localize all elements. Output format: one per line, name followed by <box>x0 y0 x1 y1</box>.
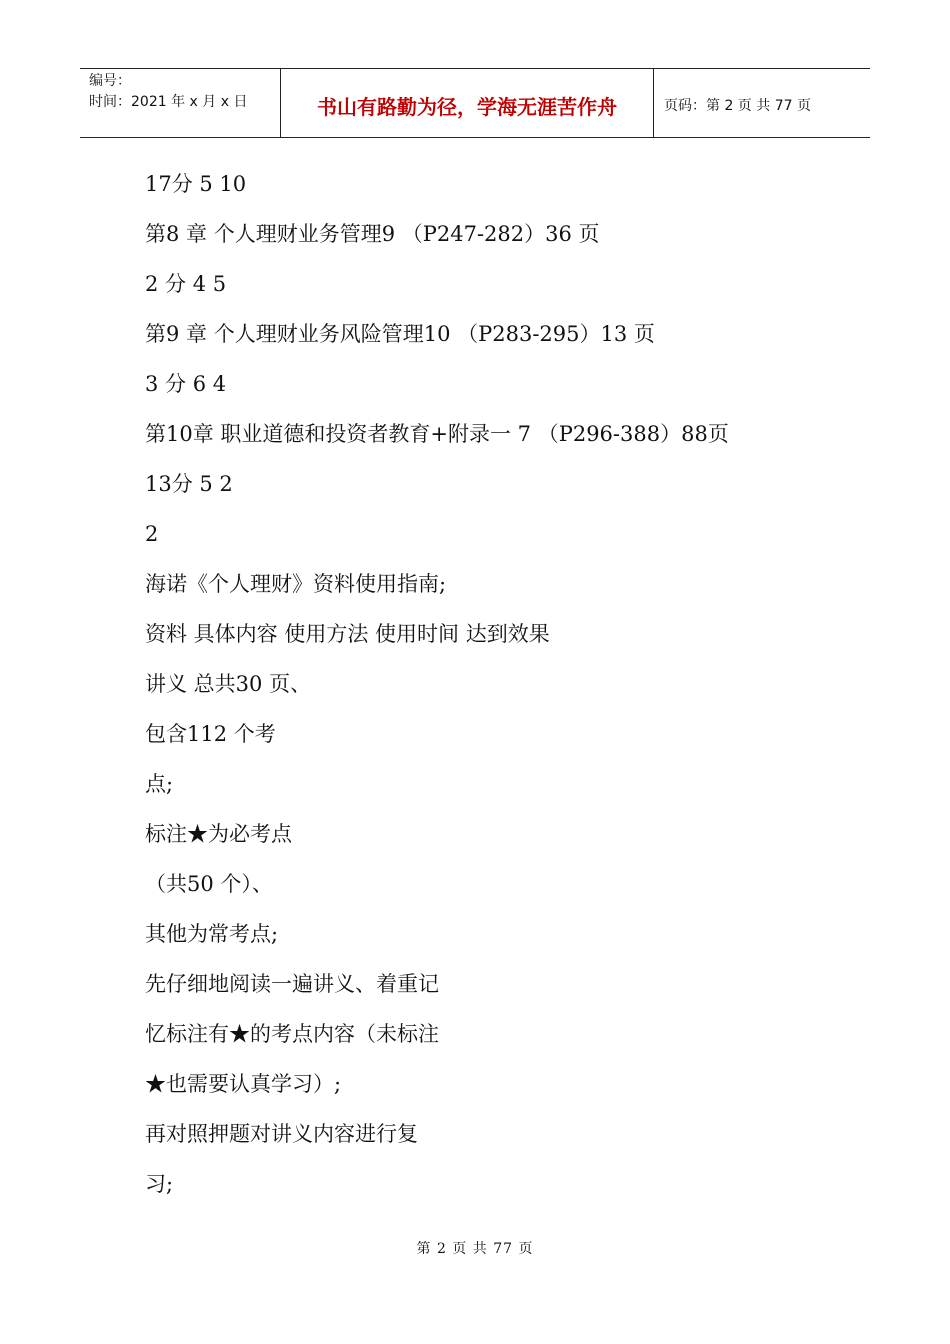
text-line: 2 <box>145 522 159 546</box>
text-line: 资料 具体内容 使用方法 使用时间 达到效果 <box>145 622 550 646</box>
text-line: 点; <box>145 772 174 796</box>
header-page-info: 页码：第 2 页 共 77 页 <box>664 98 811 114</box>
text-line: （共50 个）、 <box>145 872 273 896</box>
text-line: 17分 5 10 <box>145 172 247 196</box>
text-line: 讲义 总共30 页、 <box>145 672 312 696</box>
text-line: 第8 章 个人理财业务管理9 （P247-282）36 页 <box>145 222 600 246</box>
date-label: 时间：2021 年 x 月 x 日 <box>89 94 248 110</box>
text-line: 2 分 4 5 <box>145 272 227 296</box>
text-line: 13分 5 2 <box>145 472 233 496</box>
text-line: 习; <box>145 1172 174 1196</box>
text-line: 第10章 职业道德和投资者教育+附录一 7 （P296-388）88页 <box>145 422 729 446</box>
document-body <box>145 164 845 1214</box>
text-line: 其他为常考点; <box>145 922 279 946</box>
header-motto: 书山有路勤为径，学海无涯苦作舟 <box>281 69 654 137</box>
header-meta <box>80 69 281 137</box>
text-line: 3 分 6 4 <box>145 372 227 396</box>
text-line: 第9 章 个人理财业务风险管理10 （P283-295）13 页 <box>145 322 655 346</box>
text-line: 标注★为必考点 <box>145 822 292 846</box>
number-label: 编号： <box>89 73 131 89</box>
text-line: 忆标注有★的考点内容（未标注 <box>145 1022 439 1046</box>
text-line: 包含112 个考 <box>145 722 276 746</box>
text-line: 海诺《个人理财》资料使用指南; <box>145 572 447 596</box>
page-header <box>80 68 870 138</box>
text-line: 再对照押题对讲义内容进行复 <box>145 1122 418 1146</box>
text-line: 先仔细地阅读一遍讲义、着重记 <box>145 972 439 996</box>
page-footer: 第 2 页 共 77 页 <box>416 1241 534 1257</box>
text-line: ★也需要认真学习）; <box>145 1072 342 1096</box>
